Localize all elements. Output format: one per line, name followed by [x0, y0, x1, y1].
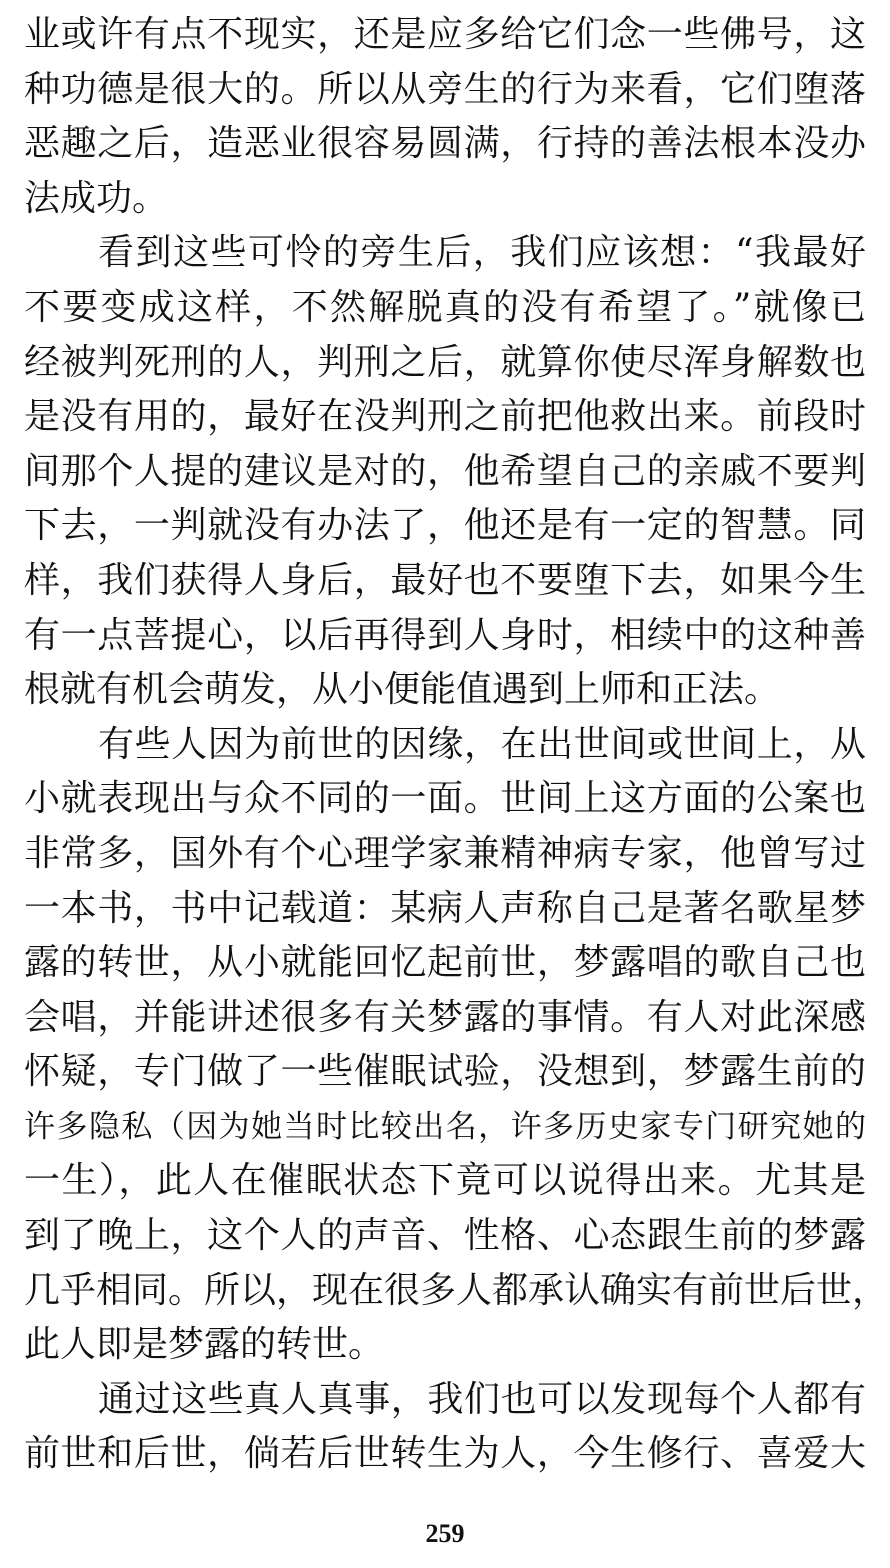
page-body: [24, 8, 889, 1482]
text-line: 前世和后世，倘若后世转生为人，今生修行、喜爱大: [24, 1433, 866, 1475]
text-line: 许多隐私（因为她当时比较出名，许多历史家专门研究她的: [24, 1108, 866, 1145]
text-line: 非常多，国外有个心理学家兼精神病专家，他曾写过: [24, 832, 866, 874]
paragraph-first-line: 通过这些真人真事，我们也可以发现每个人都有: [98, 1378, 866, 1420]
text-line: 下去，一判就没有办法了，他还是有一定的智慧。同: [24, 505, 866, 547]
text-line: 样，我们获得人身后，最好也不要堕下去，如果今生: [24, 559, 866, 601]
text-line: 经被判死刑的人，判刑之后，就算你使尽浑身解数也: [24, 341, 866, 383]
text-line: 到了晚上，这个人的声音、性格、心态跟生前的梦露: [24, 1215, 866, 1257]
text-line: 一本书，书中记载道：某病人声称自己是著名歌星梦: [24, 887, 866, 929]
text-line: 一生），此人在催眠状态下竟可以说得出来。尤其是: [24, 1160, 866, 1202]
text-line: 业或许有点不现实，还是应多给它们念一些佛号，这: [24, 14, 866, 55]
text-line: 有一点菩提心，以后再得到人身时，相续中的这种善: [24, 614, 866, 656]
text-line: 会唱，并能讲述很多有关梦露的事情。有人对此深感: [24, 996, 866, 1038]
text-line: 几乎相同。所以，现在很多人都承认确实有前世后世，: [24, 1269, 889, 1311]
text-line: 种功德是很大的。所以从旁生的行为来看，它们堕落: [24, 68, 866, 110]
text-line: 露的转世，从小就能回忆起前世，梦露唱的歌自己也: [24, 942, 866, 984]
text-line: 小就表现出与众不同的一面。世间上这方面的公案也: [24, 778, 866, 820]
text-line: 间那个人提的建议是对的，他希望自己的亲戚不要判: [24, 450, 866, 492]
page-number: 259: [425, 1519, 465, 1548]
text-line: 法成功。: [24, 177, 169, 219]
text-line: 不要变成这样，不然解脱真的没有希望了。”就像已: [24, 286, 866, 328]
paragraph-first-line: 有些人因为前世的因缘，在出世间或世间上，从: [98, 723, 866, 765]
text-line: 怀疑，专门做了一些催眠试验，没想到，梦露生前的: [24, 1051, 866, 1093]
paragraph-first-line: 看到这些可怜的旁生后，我们应该想：“我最好: [98, 232, 866, 274]
text-line: 根就有机会萌发，从小便能值遇到上师和正法。: [24, 669, 781, 711]
text-line: 恶趣之后，造恶业很容易圆满，行持的善法根本没办: [24, 123, 866, 165]
text-line: 是没有用的，最好在没判刑之前把他救出来。前段时: [24, 396, 866, 438]
text-line: 此人即是梦露的转世。: [24, 1324, 385, 1366]
